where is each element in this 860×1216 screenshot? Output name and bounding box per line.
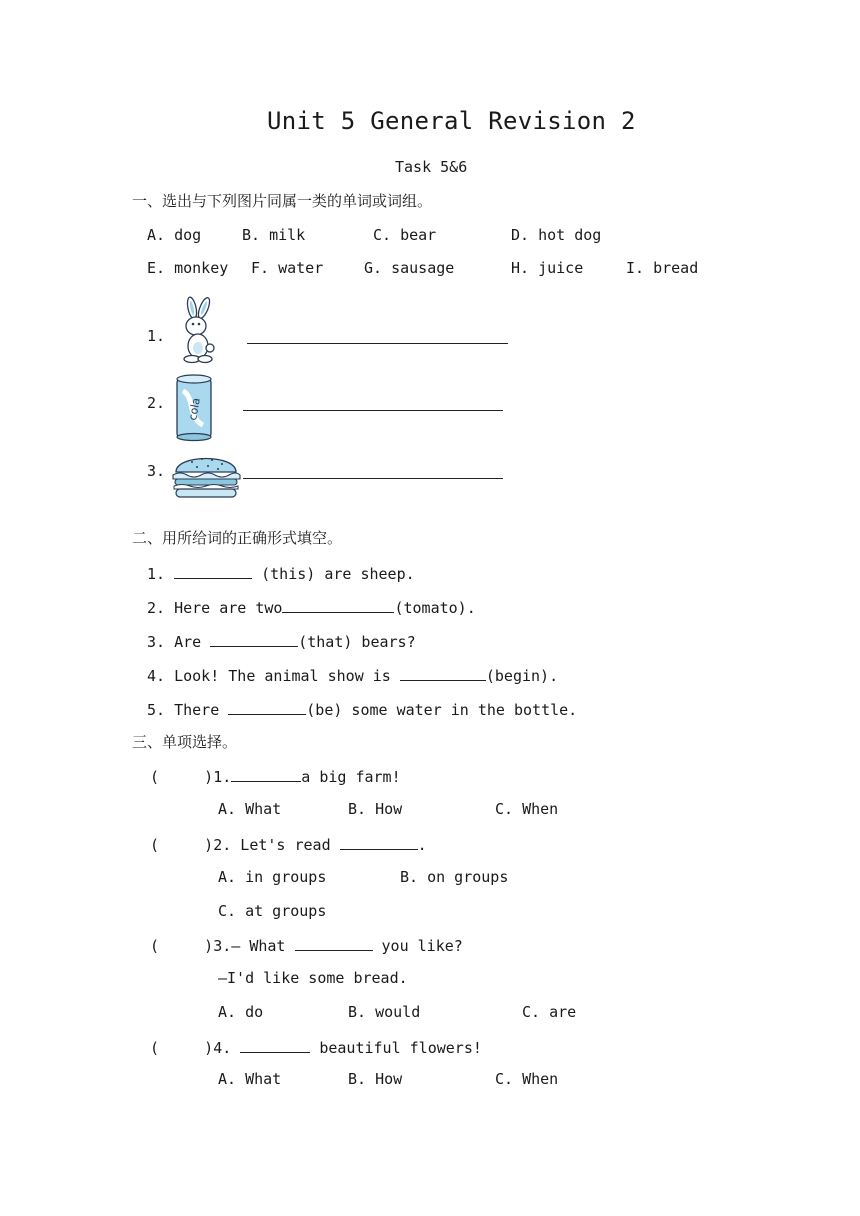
section2-heading: 二、用所给词的正确形式填空。 — [132, 529, 343, 547]
q1-option-a: A. What — [218, 800, 282, 818]
choice-question-2 — [150, 833, 427, 855]
page-title: Unit 5 General Revision 2 — [267, 107, 636, 135]
q1-option-c: C. When — [495, 800, 559, 818]
rabbit-icon — [174, 296, 222, 364]
q3-option-a: A. do — [218, 1003, 264, 1021]
question-text: . — [417, 836, 427, 854]
fill-item-3 — [147, 630, 416, 652]
q2-option-c: C. at groups — [218, 902, 327, 920]
answer-line-1[interactable] — [247, 343, 508, 344]
fill-blank-3[interactable] — [210, 630, 298, 647]
item-number: 4. — [147, 667, 166, 685]
fill-item-4 — [147, 664, 558, 686]
item-number: 3. — [147, 633, 166, 651]
fill-blank-1[interactable] — [174, 562, 252, 579]
q1-option-b: B. How — [348, 800, 403, 818]
fill-item-2 — [147, 596, 476, 618]
item-number: 2. — [147, 599, 166, 617]
picture-item-1-number: 1. — [147, 327, 166, 345]
page-subtitle: Task 5&6 — [395, 158, 468, 176]
can-label: cola — [186, 396, 203, 422]
q3-option-c: C. are — [522, 1003, 577, 1021]
question-text: you like? — [372, 937, 463, 955]
cola-can-icon — [173, 373, 215, 443]
q4-option-a: A. What — [218, 1070, 282, 1088]
question-prefix: ( )3.— What — [150, 937, 295, 955]
q4-option-b: B. How — [348, 1070, 403, 1088]
choice-question-3 — [150, 934, 463, 956]
q2-option-b: B. on groups — [400, 868, 509, 886]
picture-item-3-number: 3. — [147, 462, 166, 480]
choice-blank-2[interactable] — [340, 833, 418, 850]
item-text-after: (that) bears? — [298, 633, 416, 651]
fill-item-1 — [147, 562, 415, 584]
fill-blank-5[interactable] — [228, 698, 306, 715]
question-prefix: ( )2. Let's read — [150, 836, 340, 854]
item-text-after: (begin). — [485, 667, 559, 685]
q3-option-b: B. would — [348, 1003, 421, 1021]
picture-item-2-number: 2. — [147, 394, 166, 412]
option-f: F. water — [251, 259, 324, 277]
q3-reply: —I'd like some bread. — [218, 969, 408, 987]
item-text-before: Are — [165, 633, 211, 651]
question-prefix: ( )1. — [150, 768, 232, 786]
option-d: D. hot dog — [511, 226, 602, 244]
option-a: A. dog — [147, 226, 202, 244]
choice-question-4 — [150, 1036, 482, 1058]
item-text-before: Look! The animal show is — [165, 667, 400, 685]
choice-question-1 — [150, 765, 401, 787]
section1-heading: 一、选出与下列图片同属一类的单词或词组。 — [132, 192, 433, 210]
hamburger-icon — [170, 448, 242, 500]
question-text: beautiful flowers! — [310, 1039, 482, 1057]
question-text: a big farm! — [301, 768, 401, 786]
answer-line-2[interactable] — [243, 410, 503, 411]
answer-line-3[interactable] — [243, 478, 503, 479]
q2-option-a: A. in groups — [218, 868, 327, 886]
item-text-before: There — [165, 701, 229, 719]
option-h: H. juice — [511, 259, 584, 277]
fill-blank-2[interactable] — [282, 596, 394, 613]
option-b: B. milk — [242, 226, 306, 244]
choice-blank-4[interactable] — [240, 1036, 310, 1053]
question-prefix: ( )4. — [150, 1039, 241, 1057]
item-text-after: (this) are sheep. — [252, 565, 415, 583]
option-c: C. bear — [373, 226, 437, 244]
item-text-after: (tomato). — [394, 599, 476, 617]
item-text-before — [165, 565, 174, 583]
choice-blank-1[interactable] — [231, 765, 301, 782]
item-number: 1. — [147, 565, 166, 583]
option-g: G. sausage — [364, 259, 455, 277]
section3-heading: 三、单项选择。 — [132, 733, 238, 751]
item-number: 5. — [147, 701, 166, 719]
option-i: I. bread — [626, 259, 699, 277]
fill-item-5 — [147, 698, 577, 720]
item-text-before: Here are two — [165, 599, 283, 617]
fill-blank-4[interactable] — [400, 664, 486, 681]
item-text-after: (be) some water in the bottle. — [306, 701, 578, 719]
option-e: E. monkey — [147, 259, 229, 277]
choice-blank-3[interactable] — [295, 934, 373, 951]
q4-option-c: C. When — [495, 1070, 559, 1088]
